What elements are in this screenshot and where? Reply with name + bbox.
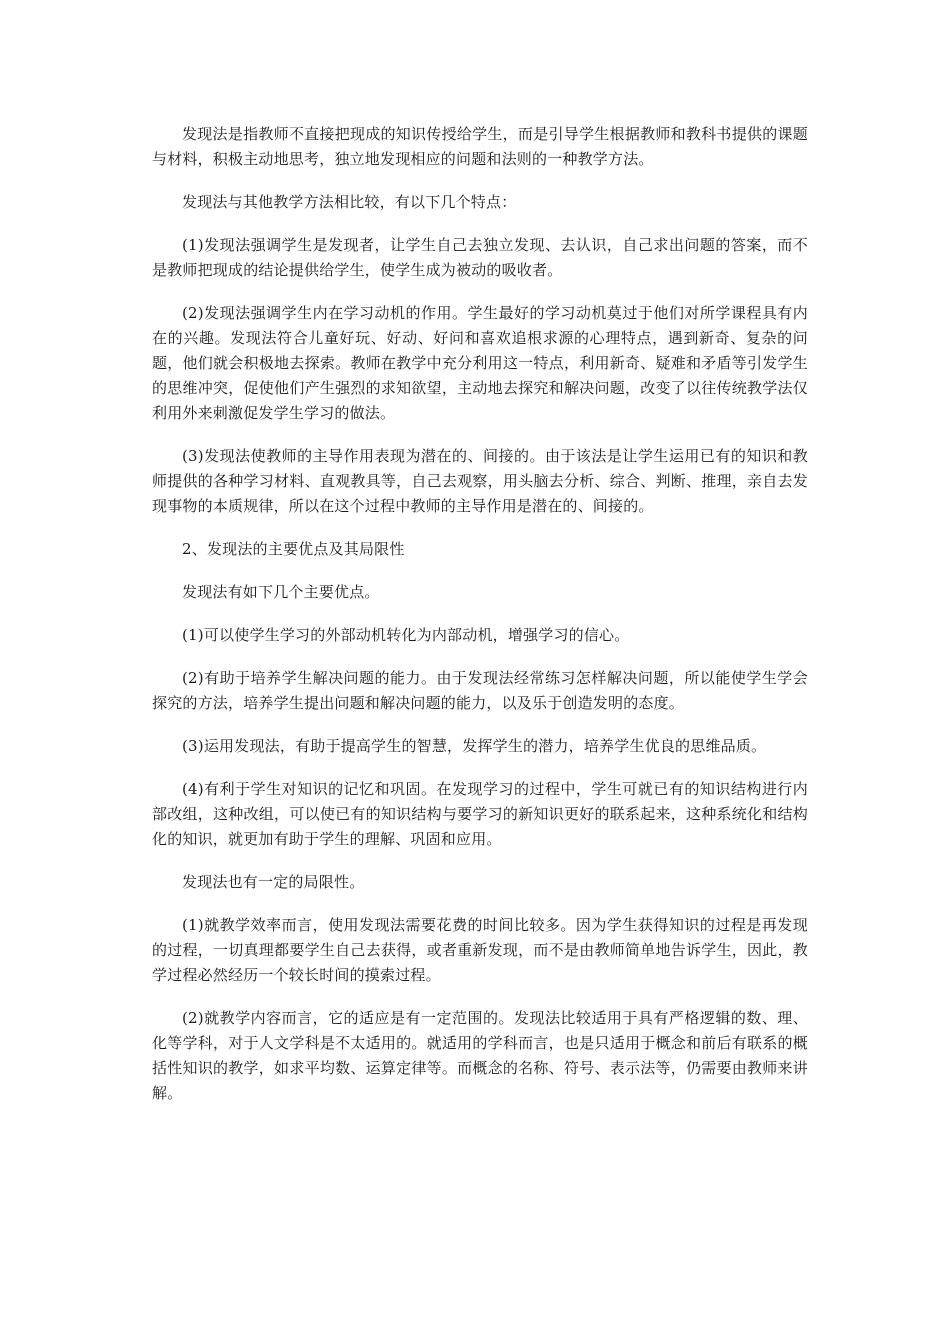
paragraph-advantage-1: (1)可以使学生学习的外部动机转化为内部动机，增强学习的信心。 (182, 626, 630, 644)
document-page (152, 122, 808, 1124)
paragraph-feature-2: (2)发现法强调学生内在学习动机的作用。学生最好的学习动机莫过于他们对所学课程具有内在的兴趣。发现法符合儿童好玩、好动、好问和喜欢追根求源的心理特点，遇到新奇、复杂的问题，他们就会积极地去探索。教师在教学中充分利用这一特点，利用新奇、疑难和矛盾等引发学生的思维冲突，促使他们产生强烈的求知欲望，主动地去探究和解决问题，改变了以往传统教学法仅利用外来刺激促发学生学习的做法。 (152, 304, 808, 422)
paragraph-advantages-intro: 发现法有如下几个主要优点。 (182, 583, 380, 601)
paragraph-feature-1: (1)发现法强调学生是发现者，让学生自己去独立发现、去认识，自己求出问题的答案，而不是教师把现成的结论提供给学生，使学生成为被动的吸收者。 (152, 236, 808, 279)
paragraph-features-intro: 发现法与其他教学方法相比较，有以下几个特点： (182, 193, 517, 211)
paragraph-limitations-intro: 发现法也有一定的局限性。 (182, 873, 365, 891)
paragraph-feature-3: (3)发现法使教师的主导作用表现为潜在的、间接的。由于该法是让学生运用已有的知识和教师提供的各种学习材料、直观教具等，自己去观察，用头脑去分析、综合、判断、推理，亲自去发现事物的本质规律，所以在这个过程中教师的主导作用是潜在的、间接的。 (152, 447, 808, 515)
section-heading-advantages: 2、发现法的主要优点及其局限性 (182, 540, 405, 558)
paragraph-limitation-1: (1)就教学效率而言，使用发现法需要花费的时间比较多。因为学生获得知识的过程是再发现的过程，一切真理都要学生自己去获得，或者重新发现，而不是由教师简单地告诉学生，因此，教学过程必然经历一个较长时间的摸索过程。 (152, 916, 808, 984)
paragraph-limitation-2: (2)就教学内容而言，它的适应是有一定范围的。发现法比较适用于具有严格逻辑的数、理、化等学科，对于人文学科是不太适用的。就适用的学科而言，也是只适用于概念和前后有联系的概括性知识的教学，如求平均数、运算定律等。而概念的名称、符号、表示法等，仍需要由教师来讲解。 (152, 1009, 808, 1102)
paragraph-advantage-4: (4)有利于学生对知识的记忆和巩固。在发现学习的过程中，学生可就已有的知识结构进行内部改组，这种改组，可以使已有的知识结构与要学习的新知识更好的联系起来，这种系统化和结构化的知识，就更加有助于学生的理解、巩固和应用。 (152, 780, 808, 848)
paragraph-definition: 发现法是指教师不直接把现成的知识传授给学生，而是引导学生根据教师和教科书提供的课题与材料，积极主动地思考，独立地发现相应的问题和法则的一种教学方法。 (152, 125, 808, 168)
paragraph-advantage-2: (2)有助于培养学生解决问题的能力。由于发现法经常练习怎样解决问题，所以能使学生学会探究的方法，培养学生提出问题和解决问题的能力，以及乐于创造发明的态度。 (152, 669, 808, 712)
paragraph-advantage-3: (3)运用发现法，有助于提高学生的智慧，发挥学生的潜力，培养学生优良的思维品质。 (182, 737, 767, 755)
